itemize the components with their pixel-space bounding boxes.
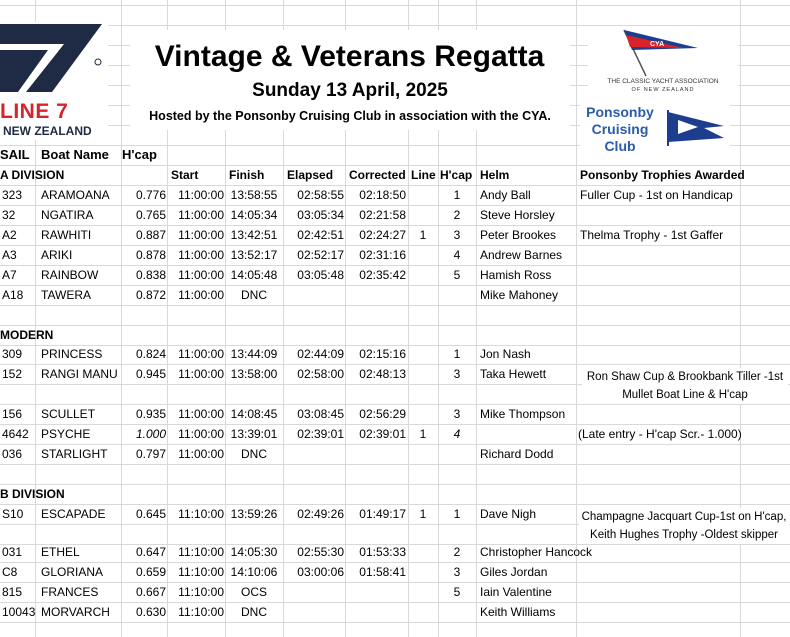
cell-place — [439, 602, 475, 622]
cell-helm: Mike Mahoney — [480, 288, 559, 302]
cell-boat: ETHEL — [41, 545, 80, 559]
cell-sail: 152 — [2, 367, 23, 381]
line7-mark-icon — [0, 22, 108, 102]
col-boat-name: Boat Name — [41, 147, 109, 162]
cell-boat: GLORIANA — [41, 565, 104, 579]
cell-helm: Keith Williams — [480, 605, 556, 619]
cell-sail: A18 — [2, 288, 24, 302]
cell-helm: Andy Ball — [480, 188, 531, 202]
cell-hcap: 0.776 — [135, 188, 166, 202]
cell-finish: 13:52:17 — [230, 248, 278, 262]
cell-elapsed: 02:55:30 — [297, 545, 344, 559]
cell-elapsed — [284, 582, 344, 602]
cell-elapsed: 02:42:51 — [297, 228, 344, 242]
cell-hcap: 0.872 — [135, 288, 166, 302]
cell-finish: 13:42:51 — [230, 228, 278, 242]
cell-corrected: 02:18:50 — [359, 188, 406, 202]
cell-place: 4 — [453, 248, 461, 262]
page-title: Vintage & Veterans Regatta — [154, 40, 545, 73]
cell-place: 3 — [453, 367, 461, 381]
cell-line — [409, 185, 437, 205]
cell-helm: Taka Hewett — [480, 367, 547, 381]
cell-place: 1 — [453, 347, 461, 361]
cell-corrected: 02:15:16 — [359, 347, 406, 361]
cell-corrected: 02:35:42 — [359, 268, 406, 282]
cell-trophy: (Late entry - H'cap Scr.- 1.000) — [578, 427, 742, 441]
cell-elapsed — [284, 602, 344, 622]
section-modern: MODERN — [0, 328, 54, 342]
cya-logo — [588, 26, 738, 98]
cell-helm: Hamish Ross — [480, 268, 552, 282]
cell-elapsed: 02:49:26 — [297, 507, 344, 521]
cell-finish: OCS — [240, 585, 267, 599]
cell-start: 11:10:00 — [178, 507, 224, 521]
cell-hcap: 0.647 — [135, 545, 166, 559]
section-a-division: A DIVISION — [0, 168, 65, 182]
cell-trophy: Ron Shaw Cup & Brookbank Tiller -1st Mullet Boat Line & H'cap — [582, 368, 788, 404]
cell-start: 11:00:00 — [178, 407, 224, 421]
cell-start: 11:10:00 — [178, 605, 224, 619]
cell-elapsed — [284, 444, 344, 464]
cell-line: 1 — [419, 507, 427, 521]
cell-trophy: Champagne Jacquart Cup-1st on H'cap, Keith Hughes Trophy -Oldest skipper — [579, 508, 789, 544]
pcc-line1: Ponsonby — [586, 104, 654, 120]
cell-line — [409, 265, 437, 285]
cell-corrected: 01:49:17 — [359, 507, 406, 521]
cell-hcap: 0.838 — [135, 268, 166, 282]
cya-line2: OF NEW ZEALAND — [631, 87, 695, 93]
cell-hcap: 0.630 — [135, 605, 166, 619]
col-sail: SAIL — [0, 147, 30, 162]
cell-start: 11:10:00 — [178, 585, 224, 599]
cell-helm: Steve Horsley — [480, 208, 555, 222]
col-trophies: Ponsonby Trophies Awarded — [580, 168, 745, 182]
cell-line — [409, 364, 437, 384]
cell-hcap: 1.000 — [135, 427, 166, 441]
cell-start: 11:00:00 — [178, 188, 224, 202]
cell-corrected: 02:39:01 — [359, 427, 406, 441]
pcc-line2: Cruising — [591, 121, 649, 137]
cell-start: 11:00:00 — [178, 268, 224, 282]
cell-corrected: 01:58:41 — [359, 565, 406, 579]
cell-start: 11:00:00 — [178, 347, 224, 361]
cell-place — [439, 444, 475, 464]
cell-sail: A2 — [2, 228, 17, 242]
cell-place: 4 — [453, 427, 461, 441]
cell-line: 1 — [419, 228, 427, 242]
cell-corrected — [346, 582, 406, 602]
cell-line — [409, 602, 437, 622]
cell-finish: DNC — [241, 447, 267, 461]
cell-place — [439, 285, 475, 305]
cell-line — [409, 205, 437, 225]
cell-finish: 14:10:06 — [230, 565, 278, 579]
cell-elapsed: 02:58:00 — [297, 367, 344, 381]
cell-start: 11:10:00 — [178, 565, 224, 579]
cell-corrected: 02:48:13 — [359, 367, 406, 381]
cell-start: 11:10:00 — [178, 545, 224, 559]
cell-boat: TAWERA — [41, 288, 91, 302]
cell-finish: 13:39:01 — [230, 427, 278, 441]
cell-line — [409, 245, 437, 265]
cya-line1: THE CLASSIC YACHT ASSOCIATION — [607, 78, 719, 85]
cell-place: 5 — [453, 268, 461, 282]
cell-line — [409, 344, 437, 364]
cell-elapsed: 03:08:45 — [297, 407, 344, 421]
cell-place: 1 — [453, 507, 461, 521]
cell-start: 11:00:00 — [178, 208, 224, 222]
cell-place: 1 — [453, 188, 461, 202]
pcc-burgee-icon — [664, 108, 726, 148]
cell-boat: SCULLET — [41, 407, 96, 421]
cell-helm: Giles Jordan — [480, 565, 548, 579]
cell-sail: 156 — [2, 407, 23, 421]
cell-start: 11:00:00 — [178, 248, 224, 262]
cell-line — [409, 404, 437, 424]
cell-sail: A3 — [2, 248, 17, 262]
cell-helm: Mike Thompson — [480, 407, 566, 421]
pcc-line3: Club — [604, 138, 636, 154]
cya-badge-text: CYA — [650, 41, 665, 48]
section-b-division: B DIVISION — [0, 487, 65, 501]
cell-sail: 10043 — [2, 605, 36, 619]
cell-hcap: 0.824 — [135, 347, 166, 361]
cell-place: 2 — [453, 545, 461, 559]
cell-place: 2 — [453, 208, 461, 222]
cell-elapsed: 02:44:09 — [297, 347, 344, 361]
cell-sail: 4642 — [2, 427, 29, 441]
cell-corrected: 02:56:29 — [359, 407, 406, 421]
cell-corrected — [346, 444, 406, 464]
cell-corrected: 02:21:58 — [359, 208, 406, 222]
cell-sail: S10 — [2, 507, 24, 521]
cell-finish: 14:05:34 — [230, 208, 278, 222]
cell-finish: 13:58:55 — [230, 188, 278, 202]
pcc-logo — [580, 102, 730, 158]
line7-logo — [0, 22, 108, 140]
cell-boat: FRANCES — [41, 585, 99, 599]
cell-hcap: 0.667 — [135, 585, 166, 599]
cell-helm: Christopher Hancock — [480, 545, 593, 559]
cell-boat: STARLIGHT — [41, 447, 108, 461]
cell-elapsed: 03:00:06 — [297, 565, 344, 579]
cell-boat: NGATIRA — [41, 208, 94, 222]
cell-finish: DNC — [241, 288, 267, 302]
cell-start: 11:00:00 — [178, 447, 224, 461]
cell-line — [409, 562, 437, 582]
cell-corrected — [346, 285, 406, 305]
cell-line — [409, 582, 437, 602]
cell-finish: 14:05:48 — [230, 268, 278, 282]
cell-boat: RAINBOW — [41, 268, 99, 282]
line7-word: LINE 7 — [0, 100, 69, 123]
col-elapsed: Elapsed — [287, 168, 334, 182]
cell-elapsed: 03:05:48 — [297, 268, 344, 282]
cell-elapsed: 03:05:34 — [297, 208, 344, 222]
cell-hcap: 0.765 — [135, 208, 166, 222]
cell-boat: ARIKI — [41, 248, 73, 262]
cell-boat: PSYCHE — [41, 427, 91, 441]
col-helm: Helm — [480, 168, 510, 182]
cell-boat: ESCAPADE — [41, 507, 106, 521]
cell-boat: ARAMOANA — [41, 188, 110, 202]
event-date: Sunday 13 April, 2025 — [252, 80, 448, 101]
line7-country: NEW ZEALAND — [3, 124, 92, 138]
cell-hcap: 0.659 — [135, 565, 166, 579]
cell-sail: 031 — [2, 545, 23, 559]
cell-sail: 32 — [2, 208, 16, 222]
cell-finish: 13:59:26 — [230, 507, 278, 521]
cell-sail: 815 — [2, 585, 23, 599]
cell-start: 11:00:00 — [178, 228, 224, 242]
col-hcap-top: H'cap — [122, 147, 157, 162]
cell-place: 3 — [453, 565, 461, 579]
col-line: Line — [411, 168, 436, 182]
cell-elapsed: 02:52:17 — [297, 248, 344, 262]
cell-helm: Dave Nigh — [480, 507, 537, 521]
cell-sail: A7 — [2, 268, 17, 282]
cell-place: 3 — [453, 228, 461, 242]
cell-finish: 14:05:30 — [230, 545, 278, 559]
cell-boat: MORVARCH — [41, 605, 110, 619]
cell-finish: DNC — [241, 605, 267, 619]
cell-hcap: 0.645 — [135, 507, 166, 521]
cell-finish: 13:58:00 — [230, 367, 278, 381]
cell-helm: Jon Nash — [480, 347, 531, 361]
cell-trophy: Thelma Trophy - 1st Gaffer — [580, 228, 724, 242]
cell-boat: PRINCESS — [41, 347, 103, 361]
cell-start: 11:00:00 — [178, 427, 224, 441]
cell-elapsed: 02:39:01 — [297, 427, 344, 441]
cell-trophy: Fuller Cup - 1st on Handicap — [580, 188, 733, 202]
cell-finish: 13:44:09 — [230, 347, 278, 361]
cell-corrected: 01:53:33 — [359, 545, 406, 559]
cell-place: 5 — [453, 585, 461, 599]
cell-sail: 323 — [2, 188, 23, 202]
cell-elapsed: 02:58:55 — [297, 188, 344, 202]
cell-helm: Peter Brookes — [480, 228, 557, 242]
cell-corrected — [346, 602, 406, 622]
col-hcap: H'cap — [440, 168, 473, 182]
cell-hcap: 0.878 — [135, 248, 166, 262]
cell-corrected: 02:31:16 — [359, 248, 406, 262]
cell-line — [409, 285, 437, 305]
cell-corrected: 02:24:27 — [359, 228, 406, 242]
cell-helm: Iain Valentine — [480, 585, 552, 599]
cell-finish: 14:08:45 — [230, 407, 278, 421]
hosted-by: Hosted by the Ponsonby Cruising Club in association with the CYA. — [149, 109, 551, 123]
cell-hcap: 0.945 — [135, 367, 166, 381]
cell-elapsed — [284, 285, 344, 305]
cell-sail: C8 — [2, 565, 18, 579]
cell-helm: Andrew Barnes — [480, 248, 563, 262]
cell-line — [409, 444, 437, 464]
cell-hcap: 0.887 — [135, 228, 166, 242]
col-start: Start — [171, 168, 199, 182]
cell-sail: 309 — [2, 347, 23, 361]
cell-place: 3 — [453, 407, 461, 421]
col-corrected: Corrected — [349, 168, 406, 182]
cell-sail: 036 — [2, 447, 23, 461]
col-finish: Finish — [229, 168, 265, 182]
cell-boat: RANGI MANU — [41, 367, 118, 381]
cell-start: 11:00:00 — [178, 288, 224, 302]
cell-helm: Richard Dodd — [480, 447, 554, 461]
cell-line: 1 — [419, 427, 427, 441]
cell-line — [409, 542, 437, 562]
cell-start: 11:00:00 — [178, 367, 224, 381]
cya-pennant-icon — [588, 26, 738, 78]
cell-hcap: 0.797 — [135, 447, 166, 461]
cell-hcap: 0.935 — [135, 407, 166, 421]
cell-boat: RAWHITI — [41, 228, 92, 242]
